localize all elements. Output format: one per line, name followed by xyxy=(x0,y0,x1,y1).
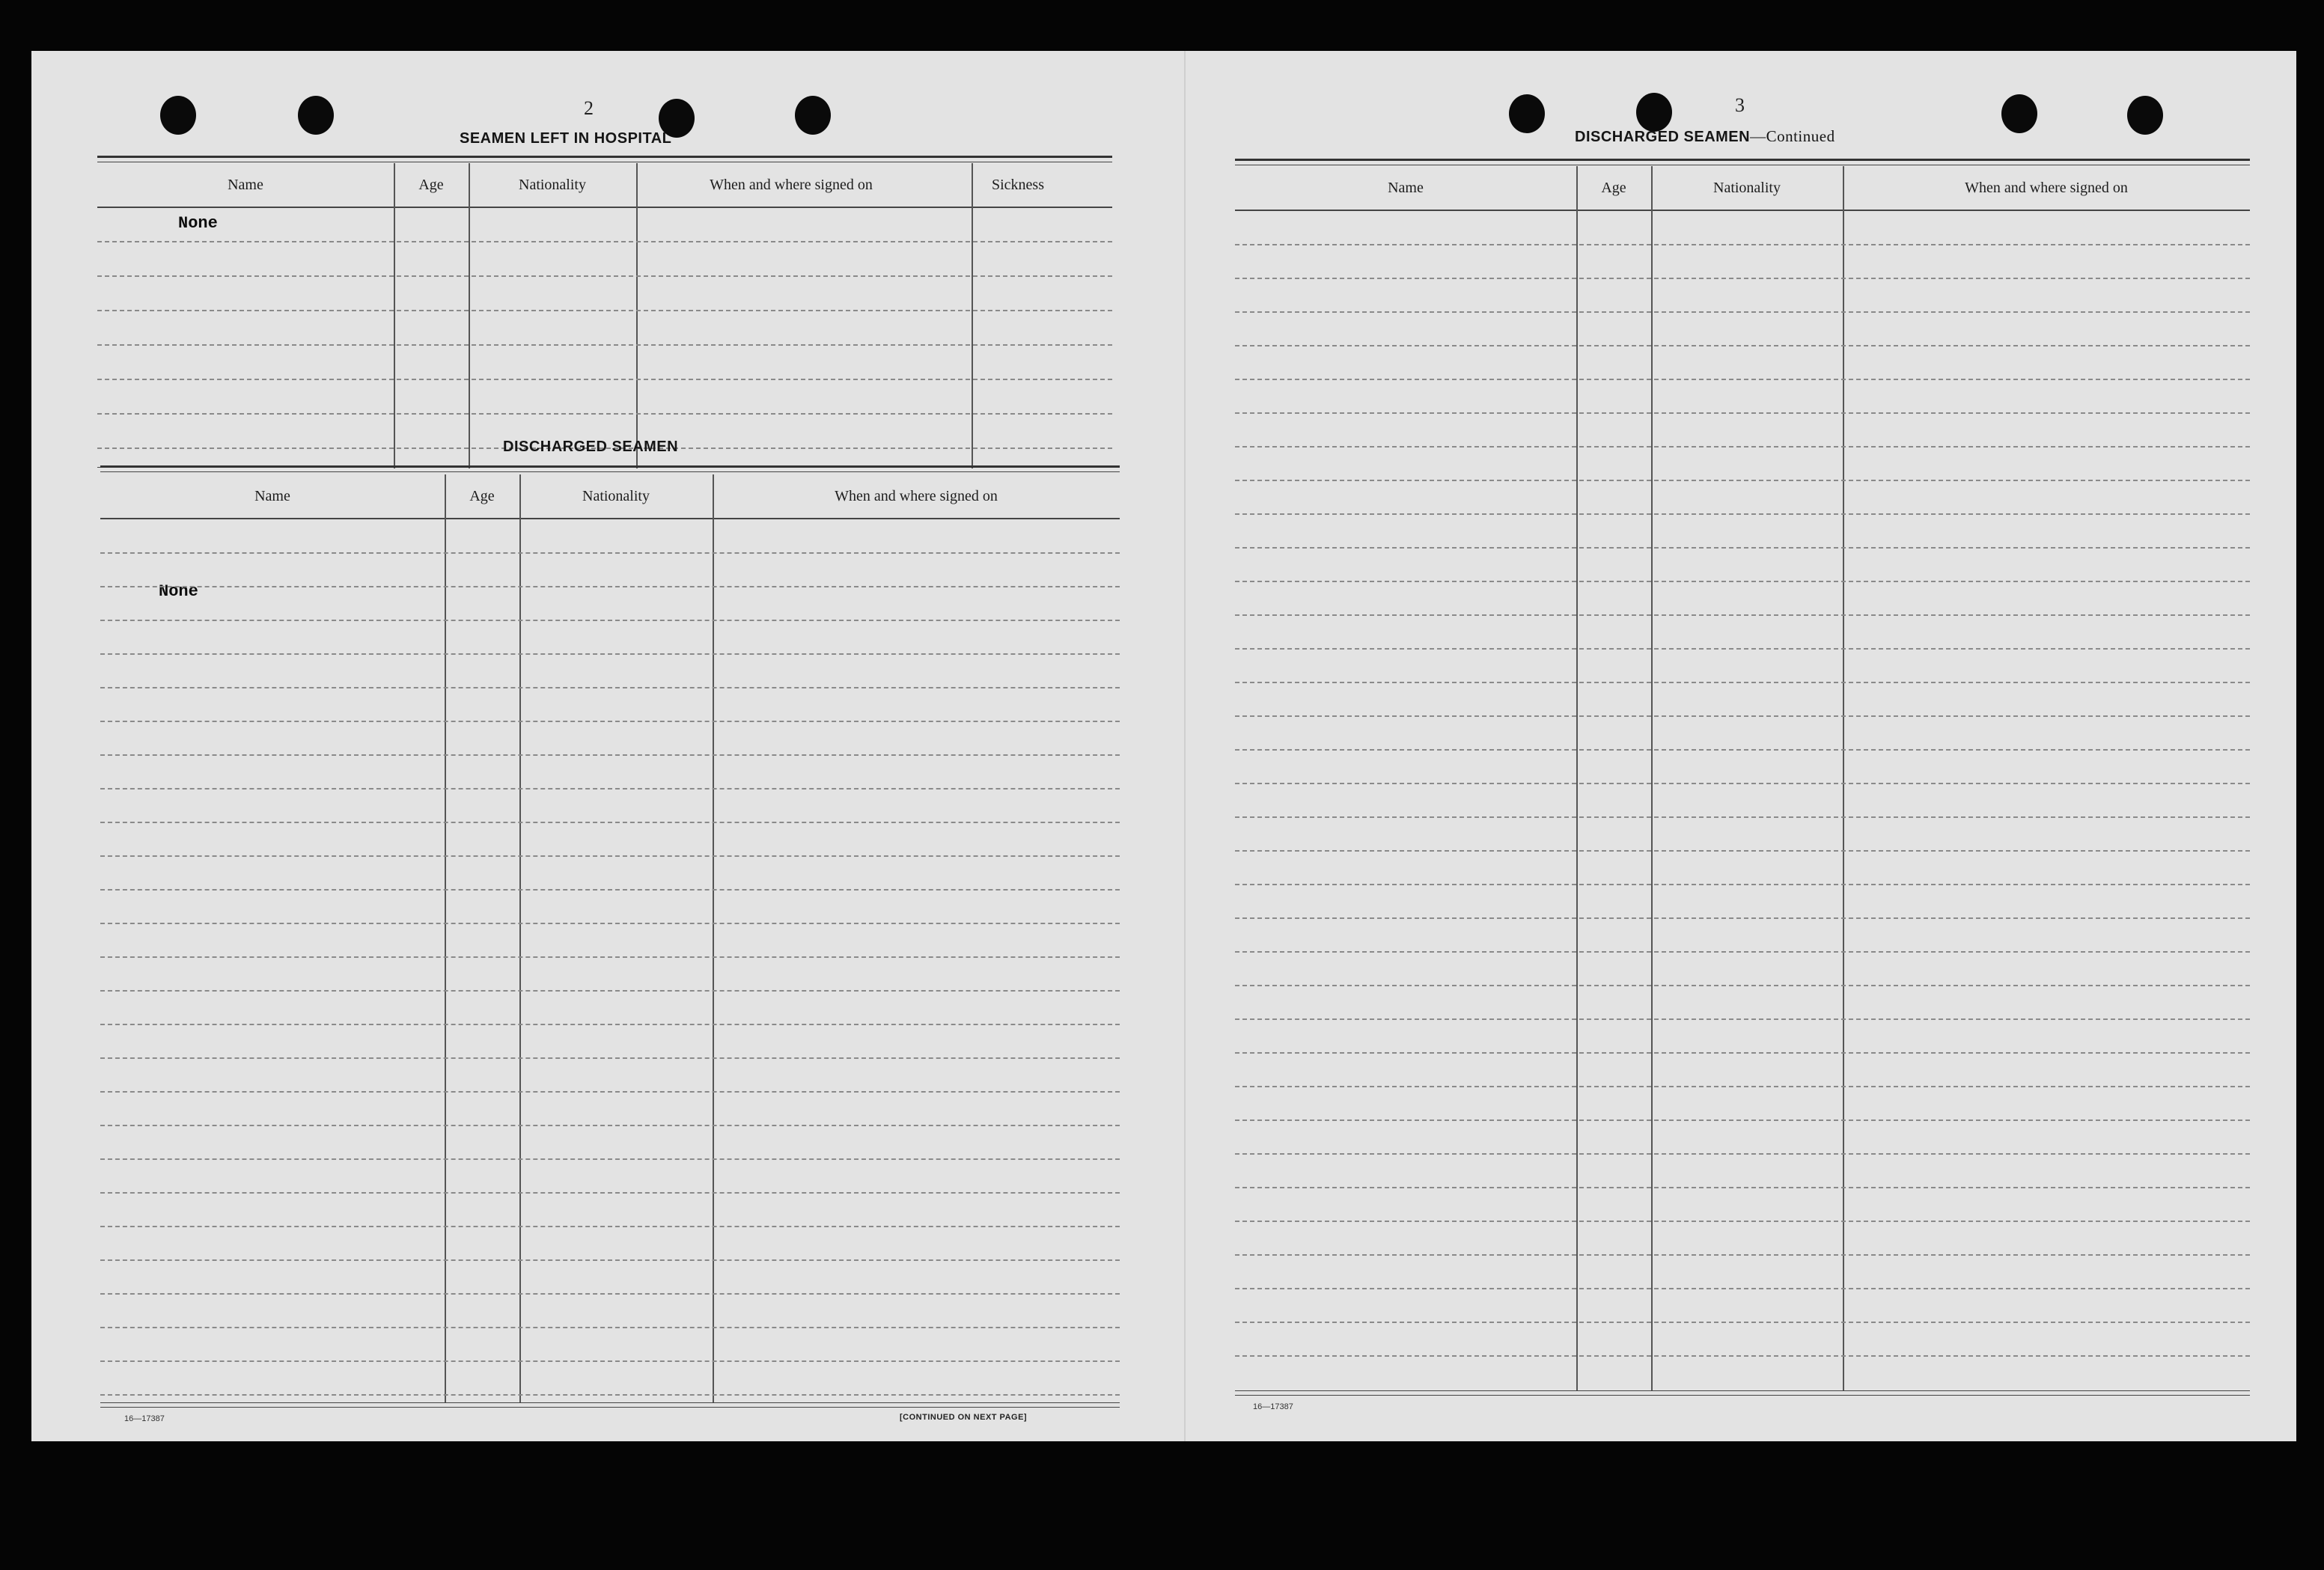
entry-line xyxy=(1235,1254,2250,1256)
column-divider xyxy=(445,474,446,1402)
entry-line xyxy=(1235,1355,2250,1357)
entry-line xyxy=(1235,951,2250,953)
entry-line xyxy=(1235,850,2250,852)
discharged-table-right xyxy=(1235,166,2250,1390)
entry-line xyxy=(100,1293,1120,1295)
entry-line xyxy=(1235,1052,2250,1054)
punch-hole xyxy=(2001,94,2037,133)
entry-line xyxy=(1235,816,2250,818)
entry-line xyxy=(100,1327,1120,1328)
entry-line xyxy=(1235,581,2250,582)
col-header-nationality: Nationality xyxy=(582,487,650,504)
entry-line xyxy=(1235,278,2250,279)
entry-line xyxy=(97,344,1112,346)
col-header-age: Age xyxy=(418,176,444,193)
right-bottom-rule xyxy=(1235,1390,2250,1391)
entry-line xyxy=(1235,311,2250,313)
column-divider xyxy=(519,474,521,1402)
record-sheet xyxy=(31,51,2296,1441)
hospital-table-header xyxy=(97,163,1112,208)
punch-hole xyxy=(1509,94,1545,133)
title-main: DISCHARGED SEAMEN xyxy=(1575,129,1751,145)
page-number-left: 2 xyxy=(584,97,594,119)
entry-line xyxy=(1235,1153,2250,1155)
entry-line xyxy=(100,1226,1120,1227)
entry-line xyxy=(1235,547,2250,549)
entry-line xyxy=(100,923,1120,924)
entry-line xyxy=(100,1125,1120,1126)
continued-note: [CONTINUED ON NEXT PAGE] xyxy=(900,1413,1028,1422)
hospital-entry-none: None xyxy=(178,214,218,233)
discharged-continued-title xyxy=(1575,127,1835,146)
discharged-table-left xyxy=(100,474,1120,1402)
page-number-right: 3 xyxy=(1735,94,1745,116)
entry-line xyxy=(97,275,1112,277)
entry-line xyxy=(100,855,1120,857)
entry-line xyxy=(100,620,1120,621)
col-header-name: Name xyxy=(1388,179,1424,196)
discharged-entry-none: None xyxy=(159,582,198,601)
entry-line xyxy=(100,1259,1120,1261)
col-header-name: Name xyxy=(228,176,263,193)
col-header-signed-on: When and where signed on xyxy=(835,487,998,504)
entry-line xyxy=(1235,749,2250,751)
entry-line xyxy=(1235,1221,2250,1222)
discharged-bottom-rule-2 xyxy=(100,1407,1120,1408)
col-header-age: Age xyxy=(469,487,495,504)
punch-hole xyxy=(160,96,196,135)
column-divider xyxy=(636,163,638,468)
entry-line xyxy=(100,586,1120,587)
entry-line xyxy=(1235,884,2250,885)
column-divider xyxy=(394,163,395,468)
discharged-top-rule xyxy=(100,465,1120,468)
right-bottom-rule-2 xyxy=(1235,1395,2250,1396)
entry-line xyxy=(1235,513,2250,515)
col-header-nationality: Nationality xyxy=(1713,179,1781,196)
punch-hole xyxy=(2127,96,2163,135)
entry-line xyxy=(100,1057,1120,1059)
entry-line xyxy=(1235,345,2250,346)
entry-line xyxy=(1235,1187,2250,1188)
entry-line xyxy=(100,788,1120,789)
punch-hole xyxy=(795,96,831,135)
entry-line xyxy=(100,552,1120,554)
form-number-left: 16—17387 xyxy=(124,1414,165,1423)
col-header-nationality: Nationality xyxy=(519,176,586,193)
entry-line xyxy=(100,1158,1120,1160)
right-table-header xyxy=(1235,166,2250,211)
entry-line xyxy=(1235,783,2250,784)
entry-line xyxy=(97,413,1112,415)
column-divider xyxy=(469,163,470,468)
entry-line xyxy=(1235,1288,2250,1289)
hospital-table xyxy=(97,163,1112,470)
entry-line xyxy=(1235,480,2250,481)
hospital-section-title: SEAMEN LEFT IN HOSPITAL xyxy=(460,130,672,147)
center-fold xyxy=(1184,51,1186,1441)
column-divider xyxy=(1576,166,1578,1390)
entry-line xyxy=(100,956,1120,958)
entry-line xyxy=(100,653,1120,655)
discharged-table-header xyxy=(100,474,1120,519)
entry-line xyxy=(1235,648,2250,650)
col-header-signed-on: When and where signed on xyxy=(1965,179,2128,196)
entry-line xyxy=(1235,682,2250,683)
column-divider xyxy=(1651,166,1653,1390)
entry-line xyxy=(100,1091,1120,1093)
entry-line xyxy=(97,310,1112,311)
right-top-rule xyxy=(1235,159,2250,161)
entry-line xyxy=(100,1394,1120,1396)
entry-line xyxy=(1235,1086,2250,1087)
entry-line xyxy=(1235,379,2250,380)
entry-line xyxy=(97,379,1112,380)
title-continued: —Continued xyxy=(1750,127,1835,145)
discharged-bottom-rule xyxy=(100,1402,1120,1403)
entry-line xyxy=(100,754,1120,756)
entry-line xyxy=(1235,1018,2250,1020)
entry-line xyxy=(100,889,1120,891)
column-divider xyxy=(972,163,973,468)
column-divider xyxy=(713,474,714,1402)
entry-line xyxy=(1235,985,2250,986)
entry-line xyxy=(100,721,1120,722)
entry-line xyxy=(1235,244,2250,245)
entry-line xyxy=(100,1192,1120,1194)
entry-line xyxy=(1235,1322,2250,1323)
col-header-signed-on: When and where signed on xyxy=(710,176,873,193)
entry-line xyxy=(100,687,1120,688)
discharged-section-title: DISCHARGED SEAMEN xyxy=(503,439,679,455)
entry-line xyxy=(1235,446,2250,448)
form-number-right: 16—17387 xyxy=(1253,1402,1293,1411)
column-divider xyxy=(1843,166,1844,1390)
entry-line xyxy=(100,1024,1120,1025)
entry-line xyxy=(97,241,1112,242)
entry-line xyxy=(100,822,1120,823)
entry-line xyxy=(1235,614,2250,616)
entry-line xyxy=(1235,917,2250,919)
discharged-top-rule-thin xyxy=(100,471,1120,472)
punch-hole xyxy=(298,96,334,135)
entry-line xyxy=(1235,1120,2250,1121)
entry-line xyxy=(100,990,1120,992)
punch-hole xyxy=(1636,93,1672,132)
entry-line xyxy=(1235,412,2250,414)
col-header-age: Age xyxy=(1601,179,1626,196)
hospital-top-rule xyxy=(97,156,1112,158)
entry-line xyxy=(1235,715,2250,717)
col-header-name: Name xyxy=(254,487,290,504)
col-header-sickness: Sickness xyxy=(992,176,1044,193)
entry-line xyxy=(100,1360,1120,1362)
